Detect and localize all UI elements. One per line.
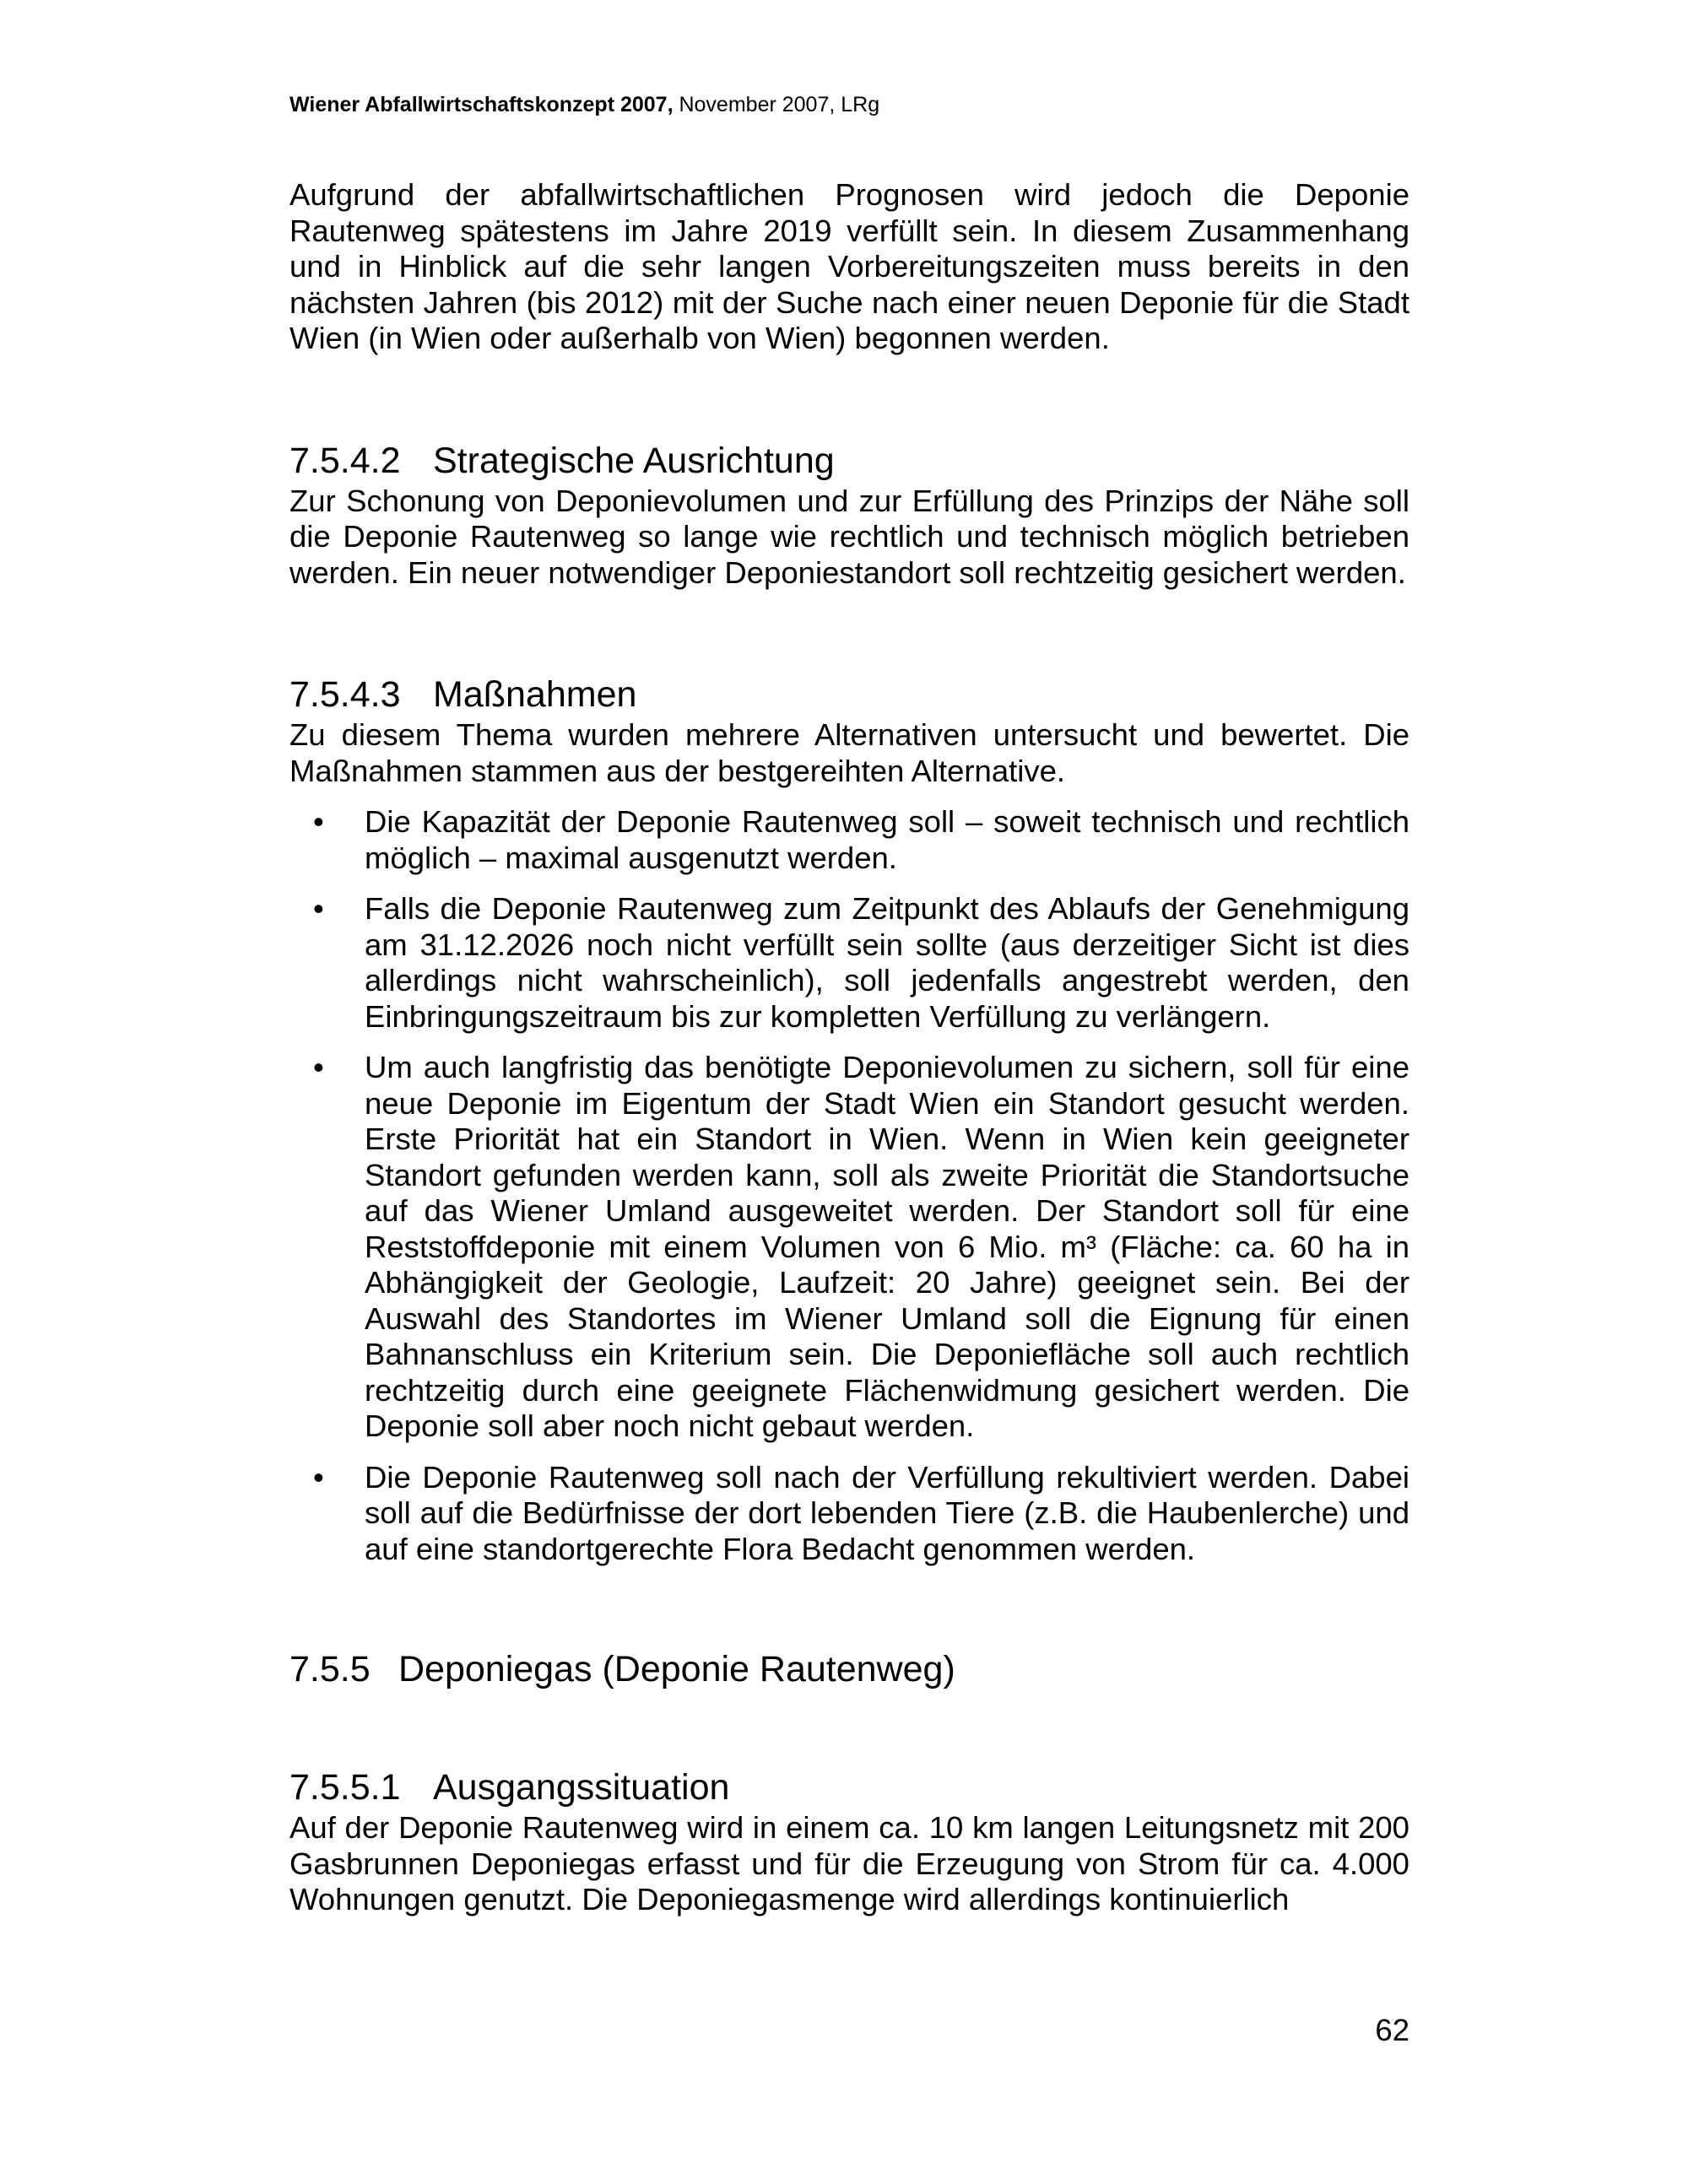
bullet-icon: • xyxy=(313,1459,324,1495)
list-item-text: Die Kapazität der Deponie Rautenweg soll – soweit technisch und rechtlich möglich – maximal ausgenutzt werden. xyxy=(365,804,1409,875)
heading-7542 xyxy=(289,440,1409,482)
heading-7551-title: Ausgangssituation xyxy=(433,1767,730,1808)
heading-7543 xyxy=(289,673,1409,716)
header-title-rest: November 2007, LRg xyxy=(673,93,880,116)
intro-paragraph: Aufgrund der abfallwirtschaftlichen Prognosen wird jedoch die Deponie Rautenweg spätestens im Jahre 2019 verfüllt sein. In diesem Zusammenhang und in Hinblick auf die sehr langen Vorbereitungszeiten muss bereits in den nächsten Jahren (bis 2012) mit der Suche nach einer neuen Deponie für die Stadt Wien (in Wien oder außerhalb von Wien) begonnen werden. xyxy=(289,177,1409,355)
heading-7551-number: 7.5.5.1 xyxy=(289,1767,401,1808)
heading-755 xyxy=(289,1648,1409,1690)
heading-7543-title: Maßnahmen xyxy=(433,674,637,715)
heading-7543-number: 7.5.4.3 xyxy=(289,674,401,715)
list-item xyxy=(289,804,1409,876)
heading-7542-title: Strategische Ausrichtung xyxy=(433,440,835,481)
header-title-bold: Wiener Abfallwirtschaftskonzept 2007, xyxy=(289,93,674,116)
page-number: 62 xyxy=(1375,2013,1409,2047)
list-item xyxy=(289,891,1409,1035)
section-7543-paragraph: Zu diesem Thema wurden mehrere Alternativen untersucht und bewertet. Die Maßnahmen stammen aus der bestgereihten Alternative. xyxy=(289,717,1409,788)
list-item xyxy=(289,1050,1409,1445)
list-item xyxy=(289,1460,1409,1568)
heading-7551 xyxy=(289,1766,1409,1808)
list-item-text: Falls die Deponie Rautenweg zum Zeitpunkt des Ablaufs der Genehmigung am 31.12.2026 noch nicht verfüllt sein sollte (aus derzeitiger Sicht ist dies allerdings nicht wahrscheinlich), soll jedenfalls angestrebt werden, den Einbringungszeitraum bis zur kompletten Verfüllung zu verlängern. xyxy=(365,891,1409,1034)
heading-755-title: Deponiegas (Deponie Rautenweg) xyxy=(398,1649,955,1689)
bullet-icon: • xyxy=(313,891,324,926)
bullet-icon: • xyxy=(313,1050,324,1084)
heading-755-number: 7.5.5 xyxy=(289,1649,371,1689)
bullet-icon: • xyxy=(313,804,324,839)
heading-7542-number: 7.5.4.2 xyxy=(289,440,401,481)
section-7551-paragraph: Auf der Deponie Rautenweg wird in einem ca. 10 km langen Leitungsnetz mit 200 Gasbrunnen Deponiegas erfasst und für die Erzeugung von Strom für ca. 4.000 Wohnungen genutzt. Die Deponiegasmenge wird allerdings kontinuierlich xyxy=(289,1810,1409,1916)
list-item-text: Die Deponie Rautenweg soll nach der Verfüllung rekultiviert werden. Dabei soll auf die Bedürfnisse der dort lebenden Tiere (z.B. die Haubenlerche) und auf eine standortgerechte Flora Bedacht genommen werden. xyxy=(365,1459,1409,1566)
measures-list xyxy=(289,804,1409,1567)
section-7542-paragraph: Zur Schonung von Deponievolumen und zur Erfüllung des Prinzips der Nähe soll die Deponie Rautenweg so lange wie rechtlich und technisch möglich betrieben werden. Ein neuer notwendiger Deponiestandort soll rechtzeitig gesichert werden. xyxy=(289,483,1409,590)
running-header xyxy=(289,91,879,118)
list-item-text: Um auch langfristig das benötigte Deponievolumen zu sichern, soll für eine neue Deponie im Eigentum der Stadt Wien ein Standort gesucht werden. Erste Priorität hat ein Standort in Wien. Wenn in Wien kein geeigneter Standort gefunden werden kann, soll als zweite Priorität die Standortsuche auf das Wiener Umland ausgeweitet werden. Der Standort soll für eine Reststoffdeponie mit einem Volumen von 6 Mio. m³ (Fläche: ca. 60 ha in Abhängigkeit der Geologie, Laufzeit: 20 Jahre) geeignet sein. Bei der Auswahl des Standortes im Wiener Umland soll die Eignung für einen Bahnanschluss ein Kriterium sein. Die Deponiefläche soll auch rechtlich rechtzeitig durch eine geeignete Flächenwidmung gesichert werden. Die Deponie soll aber noch nicht gebaut werden. xyxy=(365,1050,1409,1443)
body-content xyxy=(289,177,1409,1918)
